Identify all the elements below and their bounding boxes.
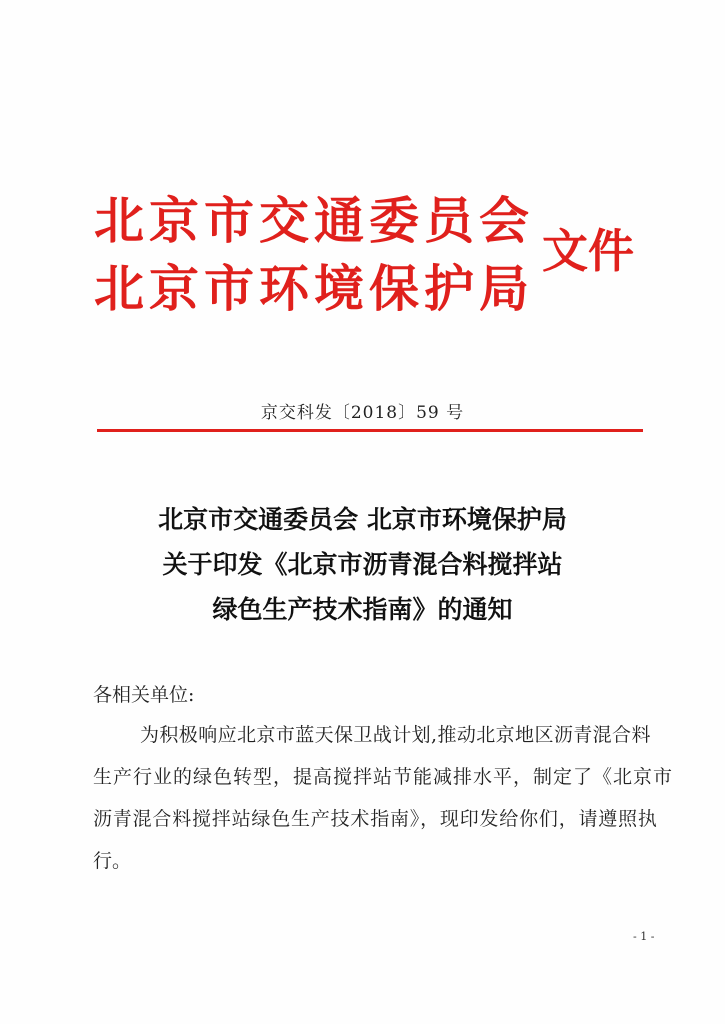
red-divider-line [97, 429, 643, 432]
document-type-label: 文件 [542, 224, 634, 278]
issuer-name-environment-bureau: 北京市环境保护局 [94, 259, 534, 318]
document-title-line-1: 北京市交通委员会 北京市环境保护局 [158, 505, 567, 534]
page-number: - 1 - [633, 930, 655, 943]
body-text-line: 为积极响应北京市蓝天保卫战计划,推动北京地区沥青混合料 [140, 724, 651, 746]
body-text-line: 生产行业的绿色转型，提高搅拌站节能减排水平，制定了《北京市 [93, 766, 674, 788]
document-number: 京交科发〔2018〕59 号 [260, 403, 465, 423]
salutation: 各相关单位: [93, 684, 195, 706]
body-text-line: 沥青混合料搅拌站绿色生产技术指南》，现印发给你们，请遵照执 [93, 808, 658, 830]
document-title-line-3: 绿色生产技术指南》的通知 [212, 595, 513, 624]
issuer-name-transport-commission: 北京市交通委员会 [94, 191, 534, 250]
document-title-line-2: 关于印发《北京市沥青混合料搅拌站 [162, 550, 563, 579]
body-text-line: 行。 [93, 850, 132, 872]
